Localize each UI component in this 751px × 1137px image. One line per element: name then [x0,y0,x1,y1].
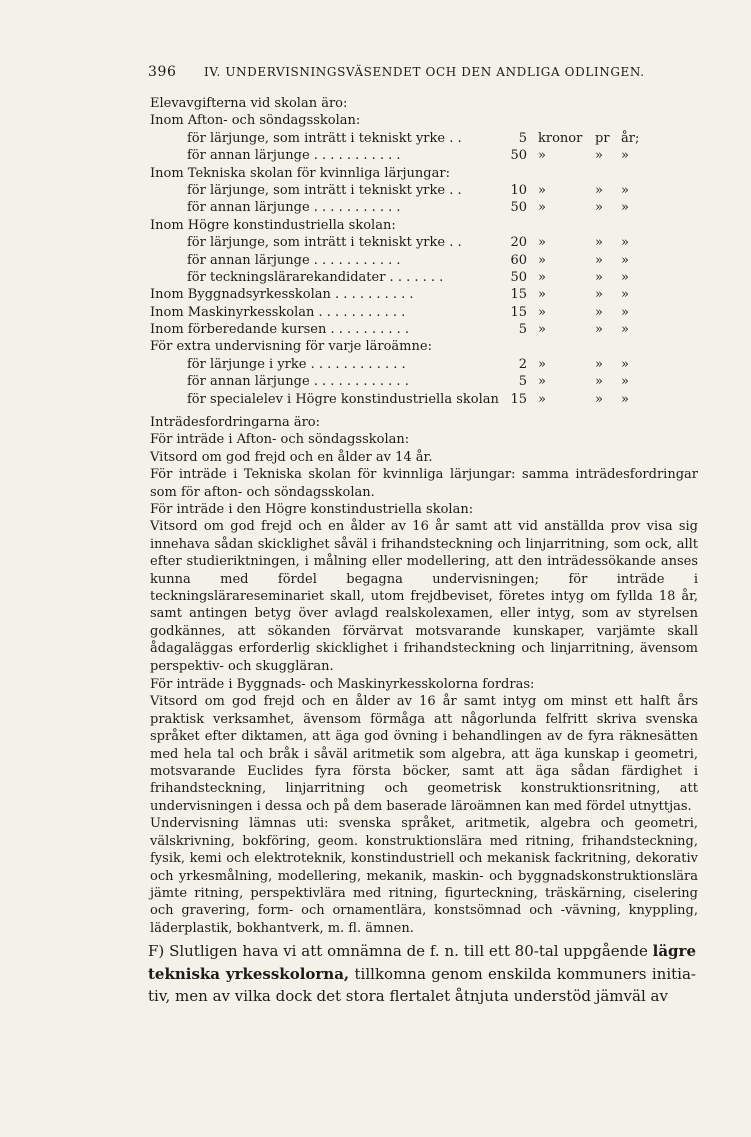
fee-row: för lärjunge i yrke . . . . . . . . . . . . 2 » » » [187,356,629,372]
fees-extra-heading: För extra undervisning för varje läroämne: [150,339,432,355]
fee-row: Inom Byggnadsyrkesskolan . . . . . . . . . . 15 » » » [150,287,629,303]
fee-row: Inom förberedande kursen . . . . . . . . . . 5 » » » [150,322,629,338]
admission-afton-heading: För inträde i Afton- och söndagsskolan: [150,432,410,448]
fee-row: för lärjunge, som inträtt i tekniskt yrke . . 10 » » » [187,182,629,198]
fee-row: för specialelev i Högre konstindustriella skolan 15 » » » [187,391,629,407]
admission-afton-text: Vitsord om god frejd och en ålder av 14 år. [150,449,433,465]
running-title: IV. UNDERVISNINGSVÄSENDET OCH DEN ANDLIGA ODLINGEN. [204,65,645,79]
running-header [148,64,643,82]
fees-intro: Elevavgifterna vid skolan äro: [150,96,348,111]
teaching-paragraph: Undervisning lämnas uti: svenska språket, aritmetik, algebra och geometri, välskrivning, bokföring, geom. konstruktionslära med ritning, frihandsteckning, fysik, kemi och elektroteknik, konstindustriell och mekanisk fackritning, dekorativ och yrkesmålning, modellering, mekanik, maskin- och byggnadskonstruktionslära jämte ritning, perspektivlära med ritning, figurteckning, träskärning, ciselering och gravering, form- och ornamentlära, konstsömnad och -vävning, knyppling, läderplastik, bokhantverk, m. fl. ämnen. [150,816,698,936]
page-body [150,95,698,937]
fee-row: för annan lärjunge . . . . . . . . . . . 50 » » » [187,148,629,164]
fee-row: för lärjunge, som inträtt i tekniskt yrke . . 5 kronor pr år; [187,130,640,146]
fees-tekn-heading: Inom Tekniska skolan för kvinnliga lärjungar: [150,165,450,181]
fee-row: Inom Maskinyrkesskolan . . . . . . . . . . . 15 » » » [150,304,629,320]
admission-hogre-paragraph: Vitsord om god frejd och en ålder av 16 år samt att vid anställda prov visa sig innehava sådan skicklighet såväl i frihandsteckning och linjarritning, som ock, allt efter studieriktningen, i målning eller modellering, att den inträdessökande anses kunna med fördel begagna undervisningen; för inträde i teckningslärareseminariet skall, utom frejdbeviset, företes intyg om fyllda 18 år, samt antingen betyg över avlagd realskolexamen, eller intyg, som av styrelsen godkännes, att sökanden förvärvat motsvarande kunskaper, varjämte skall ådagaläggas erforderlig skicklighet i frihandsteckning och linjarritning, ävensom perspektiv- och skuggläran. [150,519,698,674]
fee-row: för annan lärjunge . . . . . . . . . . . . 5 » » » [187,374,629,390]
fee-row: för annan lärjunge . . . . . . . . . . . 50 » » » [187,200,629,216]
fee-row: för teckningslärarekandidater . . . . . . . 50 » » » [187,269,629,285]
fee-row: för lärjunge, som inträtt i tekniskt yrke . . 20 » » » [187,235,629,251]
fees-afton-heading: Inom Afton- och söndagsskolan: [150,113,361,129]
admission-bygg-paragraph: Vitsord om god frejd och en ålder av 16 år samt intyg om minst ett halft års praktisk verksamhet, ävensom förmåga att någorlunda felfritt skriva svenska språket efter diktamen, att äga god övning i behandlingen av de fyra räknesätten med hela tal och bråk i såväl aritmetik som algebra, att äga kunskap i geometri, motsvarande Euclides fyra första böcker, samt att äga sådan färdighet i frihandsteckning, linjarritning och geometrisk konstruktionsritning, att undervisningen i dessa och på dem baserade läroämnen kan med fördel utnyttjas. [150,694,698,814]
section-f-bold: lägre tekniska yrkesskolorna, [148,942,696,983]
admission-bygg-heading: För inträde i Byggnads- och Maskinyrkesskolorna fordras: [150,677,535,693]
admission-tekn-paragraph: För inträde i Tekniska skolan för kvinnliga lärjungar: samma inträdesfordringar som för afton- och söndagsskolan. [150,467,698,500]
section-f-paragraph: F) Slutligen hava vi att omnämna de f. n. till ett 80-tal uppgående lägre tekniska yrkesskolorna, tillkomna genom enskilda kommuners initiativ, men av vilka dock det stora flertalet åtnjuta understöd jämväl av [148,942,696,1005]
admission-hogre-heading: För inträde i den Högre konstindustriella skolan: [150,502,474,518]
admission-intro: Inträdesfordringarna äro: [150,415,321,431]
fees-hogre-heading: Inom Högre konstindustriella skolan: [150,217,396,233]
fee-row: för annan lärjunge . . . . . . . . . . . 60 » » » [187,252,629,268]
page-number: 396 [148,64,177,80]
